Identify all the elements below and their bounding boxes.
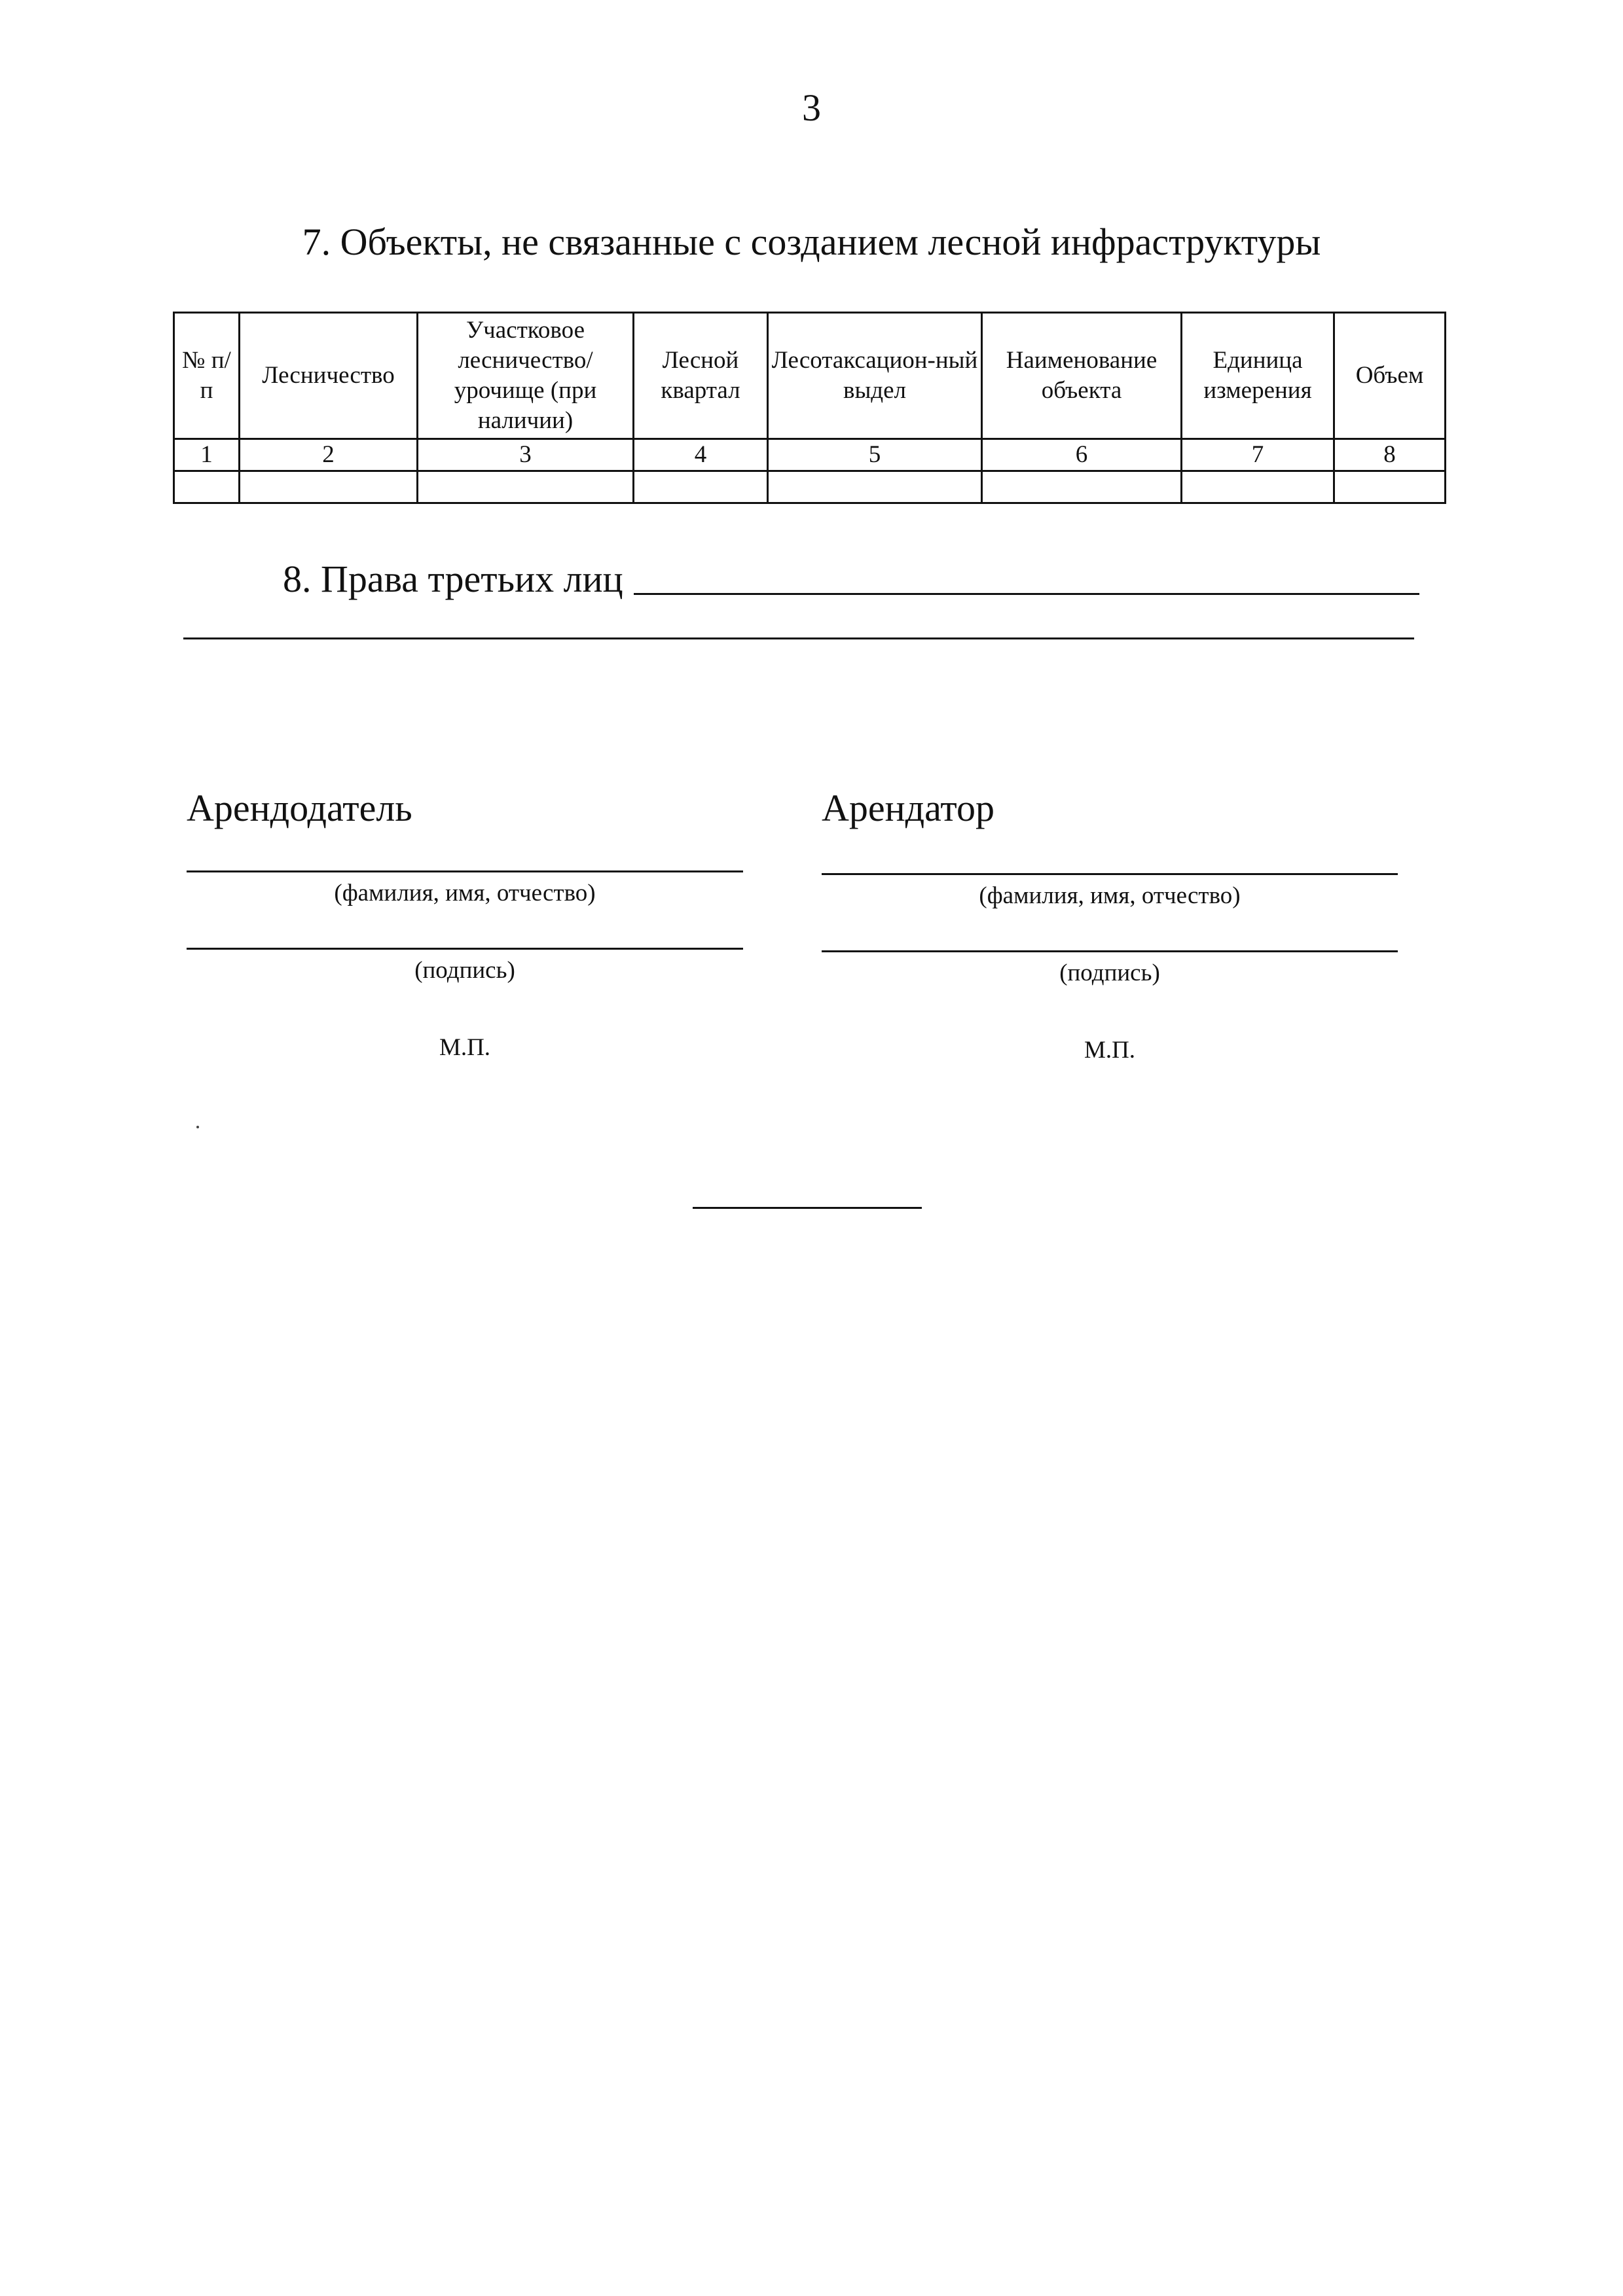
empty-cell[interactable]	[1182, 471, 1334, 503]
header-cell-forestry: Лесничество	[240, 313, 418, 439]
header-cell-object-name: Наименование объекта	[982, 313, 1182, 439]
header-cell-forest-quarter: Лесной квартал	[634, 313, 768, 439]
column-number: 8	[1334, 439, 1446, 471]
table-header-row	[174, 313, 1446, 439]
lessor-name-line[interactable]	[187, 870, 743, 872]
empty-cell[interactable]	[418, 471, 634, 503]
header-cell-taxation-unit: Лесотаксацион-ный выдел	[768, 313, 982, 439]
empty-cell[interactable]	[240, 471, 418, 503]
column-number: 6	[982, 439, 1182, 471]
lessor-signature-label: (подпись)	[414, 957, 515, 984]
lessor-signature-line[interactable]	[187, 948, 743, 950]
column-number: 3	[418, 439, 634, 471]
column-number: 5	[768, 439, 982, 471]
empty-cell[interactable]	[1334, 471, 1446, 503]
lessee-title: Арендатор	[822, 787, 995, 829]
lessee-signature-label: (подпись)	[1059, 960, 1160, 986]
third-party-rights-field-line-2[interactable]	[183, 637, 1414, 639]
header-cell-district-forestry: Участковое лесничество/ урочище (при наличии)	[418, 313, 634, 439]
lessor-stamp-label: М.П.	[439, 1034, 491, 1061]
column-number: 7	[1182, 439, 1334, 471]
page-number: 3	[802, 86, 821, 129]
lessee-stamp-label: М.П.	[1084, 1037, 1136, 1064]
lessor-title: Арендодатель	[187, 787, 412, 829]
lessor-name-label: (фамилия, имя, отчество)	[334, 880, 596, 906]
empty-cell[interactable]	[768, 471, 982, 503]
third-party-rights-field[interactable]	[634, 593, 1419, 595]
section-8-title: 8. Права третьих лиц	[283, 558, 623, 600]
column-number: 2	[240, 439, 418, 471]
header-cell-unit: Единица измерения	[1182, 313, 1334, 439]
column-number-row	[174, 439, 1446, 471]
header-cell-volume: Объем	[1334, 313, 1446, 439]
lessee-name-label: (фамилия, имя, отчество)	[979, 882, 1241, 909]
lessee-name-line[interactable]	[822, 873, 1398, 875]
column-number: 1	[174, 439, 240, 471]
section-7-title: 7. Объекты, не связанные с созданием лесной инфраструктуры	[302, 221, 1321, 263]
scan-speck	[196, 1126, 199, 1128]
empty-cell[interactable]	[634, 471, 768, 503]
empty-cell[interactable]	[174, 471, 240, 503]
document-end-line	[693, 1207, 922, 1209]
objects-table	[173, 312, 1446, 504]
lessee-signature-line[interactable]	[822, 950, 1398, 952]
empty-cell[interactable]	[982, 471, 1182, 503]
column-number: 4	[634, 439, 768, 471]
table-row	[174, 471, 1446, 503]
header-cell-number: № п/п	[174, 313, 240, 439]
